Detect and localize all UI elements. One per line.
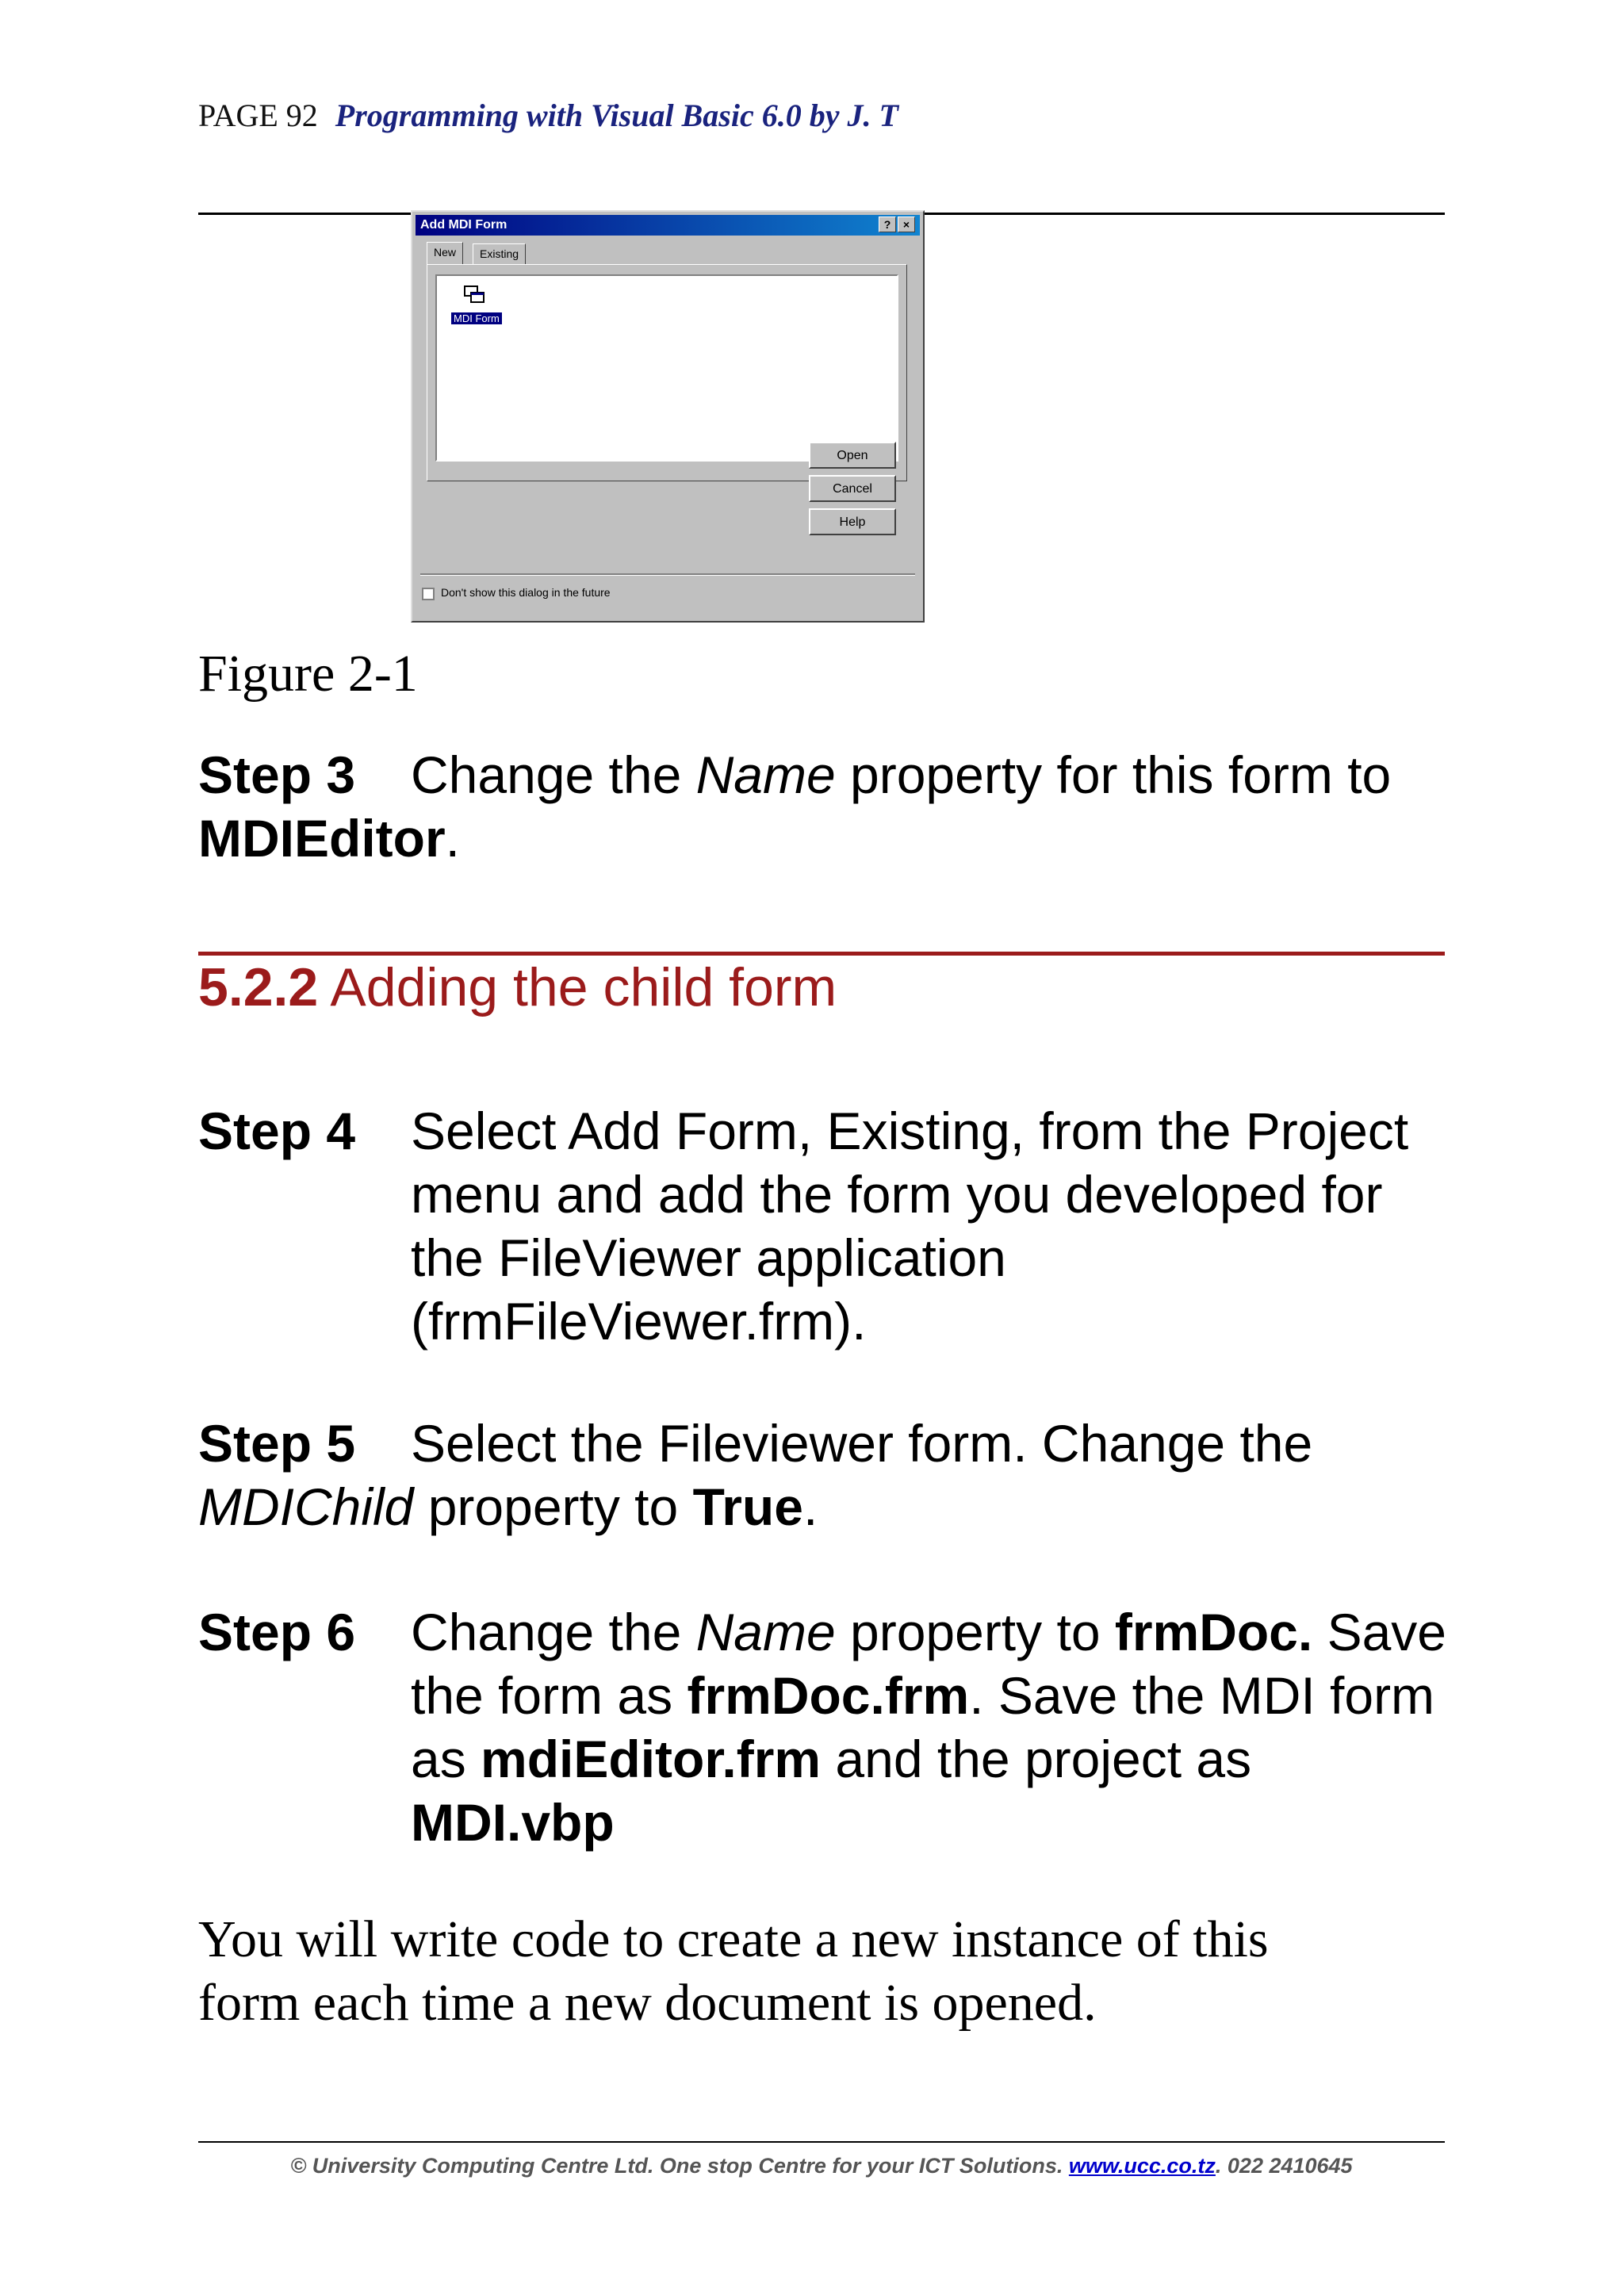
step-5-italic: MDIChild	[198, 1477, 414, 1536]
footer-link[interactable]: www.ucc.co.tz	[1068, 2154, 1216, 2178]
step-4	[198, 1099, 1467, 1353]
step-3-label: Step 3	[198, 745, 356, 804]
mdi-form-icon[interactable]	[462, 284, 486, 306]
page-number: PAGE 92	[198, 98, 318, 133]
header-rule-right	[925, 213, 1445, 215]
step-4-label: Step 4	[198, 1102, 356, 1160]
form-type-list[interactable]	[435, 274, 898, 462]
dialog-title: Add MDI Form	[420, 218, 508, 232]
help-button[interactable]: Help	[809, 508, 896, 535]
dont-show-checkbox[interactable]	[422, 588, 435, 600]
page-header	[198, 97, 898, 134]
open-button[interactable]: Open	[809, 442, 896, 469]
step-3-text-mid: property for this form to	[835, 745, 1392, 804]
footer-text: © University Computing Centre Ltd. One stop Centre for your ICT Solutions.	[290, 2154, 1069, 2178]
step-5-label: Step 5	[198, 1414, 356, 1473]
dont-show-label: Don't show this dialog in the future	[441, 586, 611, 599]
step-6	[198, 1600, 1467, 1854]
step-4-text: Select Add Form, Existing, from the Project menu and add the form you developed for the FileViewer application (frmFileViewer.frm).	[411, 1102, 1409, 1351]
close-title-button[interactable]: ×	[898, 216, 915, 232]
footer-phone: . 022 2410645	[1215, 2154, 1353, 2178]
step-3-text-end: .	[445, 809, 460, 868]
closing-line-2: form each time a new document is opened.	[198, 1974, 1097, 2032]
footer-rule	[198, 2141, 1445, 2143]
section-title: Adding the child form	[318, 957, 837, 1017]
figure-caption: Figure 2-1	[198, 645, 418, 703]
step-3-text: Change the	[411, 745, 696, 804]
step-3	[198, 743, 1467, 870]
step-6-label: Step 6	[198, 1603, 356, 1661]
header-rule-left	[198, 213, 412, 215]
section-heading	[198, 952, 837, 1023]
closing-line-1: You will write code to create a new instance of this	[198, 1910, 1269, 1968]
section-number: 5.2.2	[198, 957, 319, 1017]
page-footer	[198, 2154, 1445, 2178]
step-5-text-end: .	[802, 1477, 818, 1536]
step-3-italic: Name	[695, 745, 836, 804]
step-3-bold: MDIEditor	[198, 809, 446, 868]
dialog-separator	[420, 573, 915, 576]
step-5-text-mid: property to	[413, 1477, 693, 1536]
dialog-title-bar	[416, 215, 920, 236]
book-title: Programming with Visual Basic 6.0 by J. T	[335, 98, 898, 133]
step-5	[198, 1412, 1467, 1538]
step-5-text: Select the Fileviewer form. Change the	[411, 1414, 1313, 1473]
mdi-form-item-label[interactable]: MDI Form	[451, 312, 502, 324]
step-6-text: Change the Name property to frmDoc. Save the form as frmDoc.frm. Save the MDI form as mdiEditor.frm and the project as MDI.vbp	[411, 1603, 1447, 1852]
tab-new[interactable]: New	[427, 242, 463, 264]
help-title-button[interactable]: ?	[879, 216, 896, 232]
add-mdi-form-dialog	[411, 210, 925, 623]
tab-existing[interactable]: Existing	[473, 243, 526, 264]
cancel-button[interactable]: Cancel	[809, 475, 896, 502]
step-5-bold: True	[692, 1477, 803, 1536]
